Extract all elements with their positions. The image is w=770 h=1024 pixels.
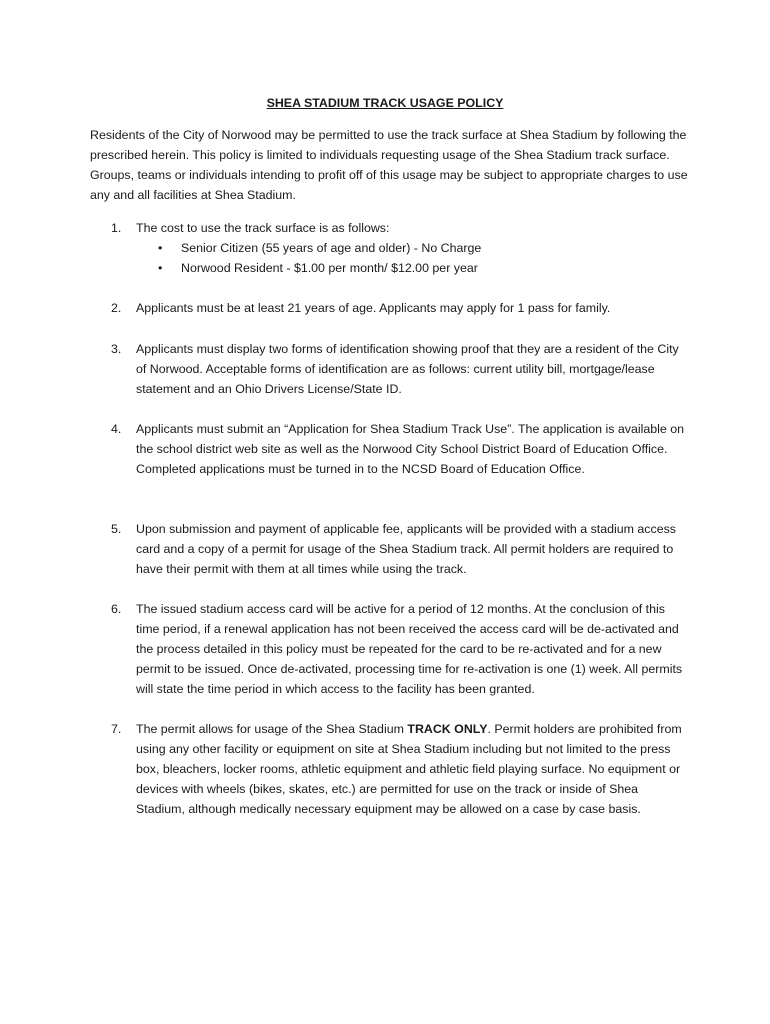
cost-bullet-list [136,238,686,278]
item-number: 4. [111,422,122,436]
bullet-text: Norwood Resident - $1.00 per month/ $12.00 per year [181,261,478,275]
item-number: 5. [111,522,122,536]
item-text: Upon submission and payment of applicable fee, applicants will be provided with a stadium access card and a copy of a permit for usage of the Shea Stadium track. All permit holders are required to have their permit with them at all times while using the track. [136,522,676,576]
item-number: 6. [111,602,122,616]
intro-paragraph: Residents of the City of Norwood may be permitted to use the track surface at Shea Stadium by following the prescribed herein. This policy is limited to individuals requesting usage of the Shea Stadium track surface. Groups, teams or individuals intending to profit off of this usage may be subject to appropriate charges to use any and all facilities at Shea Stadium. [90,128,688,202]
bullet-item-senior [136,238,686,258]
item-text [136,719,686,819]
bullet-item-resident [136,258,686,278]
item-number: 3. [111,342,122,356]
item-text: Applicants must display two forms of identification showing proof that they are a resident of the City of Norwood. Acceptable forms of identification are as follows: current utility bill, mortgage/lease statement and an Ohio Drivers License/State ID. [136,342,679,396]
item-text-bold: TRACK ONLY [407,722,488,736]
item-body [136,218,686,278]
bullet-text: Senior Citizen (55 years of age and older) - No Charge [181,241,482,255]
item-text-after: . Permit holders are prohibited from using any other facility or equipment on site at Shea Stadium including but not limited to the press box, bleachers, locker rooms, athletic equipment and athletic field playing surface. No equipment or devices with wheels (bikes, skates, etc.) are permitted for use on the track or inside of Shea Stadium, although medically necessary equipment may be allowed on a case by case basis. [136,722,682,816]
bullet-icon: • [158,261,163,275]
item-number: 2. [111,301,122,315]
item-text-before: The permit allows for usage of the Shea Stadium [136,722,408,736]
item-number: 7. [111,722,122,736]
page-title: SHEA STADIUM TRACK USAGE POLICY [266,96,504,110]
item-text: Applicants must submit an “Application for Shea Stadium Track Use”. The application is available on the school district web site as well as the Norwood City School District Board of Education Office. Completed applications must be turned in to the NCSD Board of Education Office. [136,422,684,476]
item-number: 1. [111,221,122,235]
bullet-icon: • [158,241,163,255]
item-text: The issued stadium access card will be active for a period of 12 months. At the conclusion of this time period, if a renewal application has not been received the access card will be de-activated and the process detailed in this policy must be repeated for the card to be re-activated and for a new permit to be issued. Once de-activated, processing time for re-activation is one (1) week. All permits will state the time period in which access to the facility has been granted. [136,602,683,696]
item-text: The cost to use the track surface is as follows: [136,221,390,235]
item-text: Applicants must be at least 21 years of age. Applicants may apply for 1 pass for family. [136,301,611,315]
